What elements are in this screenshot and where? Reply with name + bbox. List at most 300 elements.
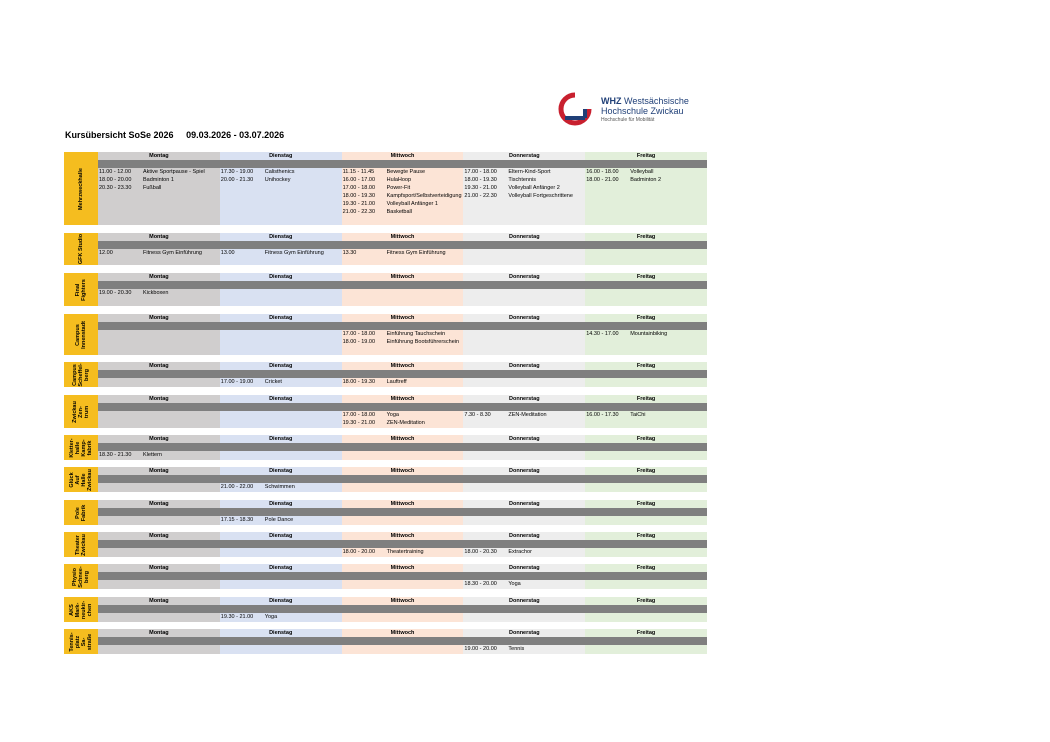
venue-label bbox=[64, 233, 98, 265]
course-name: Extrachor bbox=[508, 549, 532, 555]
day-cell bbox=[98, 548, 220, 557]
day-cell bbox=[220, 378, 342, 387]
course-entry bbox=[220, 613, 342, 621]
day-cell bbox=[463, 580, 585, 589]
day-cell bbox=[98, 411, 220, 428]
venue-block bbox=[64, 467, 707, 492]
day-header: Montag bbox=[98, 597, 220, 605]
venue-block bbox=[64, 597, 707, 622]
day-cell bbox=[463, 548, 585, 557]
day-cell bbox=[342, 580, 464, 589]
day-cell bbox=[585, 168, 707, 225]
divider-bar bbox=[342, 370, 464, 378]
day-column bbox=[220, 314, 342, 355]
venue-label bbox=[64, 362, 98, 387]
course-time: 16.00 - 17.30 bbox=[586, 412, 619, 418]
divider-bar bbox=[585, 508, 707, 516]
day-column bbox=[220, 532, 342, 557]
day-column bbox=[585, 467, 707, 492]
course-time: 16.00 - 17.00 bbox=[342, 177, 376, 183]
day-header: Mittwoch bbox=[342, 395, 464, 403]
page-title bbox=[65, 130, 284, 140]
day-cell bbox=[342, 168, 464, 225]
day-header: Dienstag bbox=[220, 597, 342, 605]
divider-bar bbox=[463, 637, 585, 645]
day-column bbox=[463, 152, 585, 225]
day-cell bbox=[585, 330, 707, 355]
day-column bbox=[585, 152, 707, 225]
divider-bar bbox=[585, 241, 707, 249]
logo-brand-line2: Hochschule Zwickau bbox=[601, 106, 684, 116]
day-cell bbox=[585, 451, 707, 460]
course-time: 18.00 - 20.00 bbox=[342, 549, 376, 555]
venue-label-text: Physio Schnee- berg bbox=[72, 565, 90, 588]
divider-bar bbox=[98, 475, 220, 483]
day-column bbox=[463, 273, 585, 306]
course-entry bbox=[342, 419, 464, 427]
day-column bbox=[98, 532, 220, 557]
day-column bbox=[220, 564, 342, 589]
day-column bbox=[220, 362, 342, 387]
day-header: Montag bbox=[98, 435, 220, 443]
day-cell bbox=[463, 330, 585, 355]
day-cell bbox=[463, 249, 585, 265]
course-entry bbox=[342, 411, 464, 419]
course-time: 16.00 - 18.00 bbox=[586, 169, 619, 175]
course-time: 11.15 - 11.45 bbox=[342, 169, 375, 175]
course-time: 7.30 - 8.30 bbox=[464, 412, 491, 418]
day-header: Mittwoch bbox=[342, 362, 464, 370]
day-cell bbox=[220, 548, 342, 557]
day-cell bbox=[98, 483, 220, 492]
venue-block bbox=[64, 314, 707, 355]
day-cell bbox=[220, 483, 342, 492]
day-cell bbox=[463, 483, 585, 492]
day-header: Dienstag bbox=[220, 629, 342, 637]
course-time: 18.00 - 19.00 bbox=[342, 339, 376, 345]
day-column bbox=[220, 467, 342, 492]
course-time: 19.30 - 21.00 bbox=[342, 420, 376, 426]
course-name: Unihockey bbox=[264, 177, 291, 183]
course-time: 13.00 bbox=[220, 250, 235, 256]
day-column bbox=[98, 362, 220, 387]
course-entry bbox=[585, 176, 707, 184]
day-cell bbox=[585, 516, 707, 525]
venue-block bbox=[64, 500, 707, 525]
divider-bar bbox=[585, 370, 707, 378]
course-entry bbox=[463, 184, 585, 192]
divider-bar bbox=[342, 443, 464, 451]
day-header: Freitag bbox=[585, 467, 707, 475]
divider-bar bbox=[98, 322, 220, 330]
day-cell bbox=[463, 168, 585, 225]
course-entry bbox=[342, 192, 464, 200]
venue-block bbox=[64, 273, 707, 306]
day-cell bbox=[342, 249, 464, 265]
course-entry bbox=[342, 338, 464, 346]
divider-bar bbox=[342, 605, 464, 613]
day-header: Dienstag bbox=[220, 273, 342, 281]
course-name: Einführung Bootsführerschein bbox=[386, 339, 460, 345]
day-column bbox=[585, 532, 707, 557]
course-name: ZEN-Meditation bbox=[386, 420, 425, 426]
logo-brand-bold: WHZ bbox=[601, 96, 622, 106]
day-header: Donnerstag bbox=[463, 152, 585, 160]
course-time: 21.00 - 22.30 bbox=[464, 193, 497, 199]
day-column bbox=[585, 273, 707, 306]
day-column bbox=[585, 362, 707, 387]
venue-block bbox=[64, 152, 707, 225]
course-name: Lauftreff bbox=[386, 379, 407, 385]
day-cell bbox=[220, 613, 342, 622]
course-name: Kampfsport/Selbstverteidigung bbox=[386, 193, 462, 199]
divider-bar bbox=[220, 508, 342, 516]
divider-bar bbox=[342, 637, 464, 645]
day-header: Freitag bbox=[585, 435, 707, 443]
venue-label-text: Final Fighters bbox=[75, 278, 87, 301]
course-name: Power-Fit bbox=[386, 185, 411, 191]
venue-label-text: Zwickau Zen- trum bbox=[72, 400, 90, 423]
course-entry bbox=[342, 548, 464, 556]
course-time: 20.30 - 23.30 bbox=[99, 185, 132, 191]
day-column bbox=[98, 314, 220, 355]
divider-bar bbox=[220, 475, 342, 483]
course-time: 17.00 - 18.00 bbox=[342, 185, 376, 191]
divider-bar bbox=[585, 572, 707, 580]
day-column bbox=[98, 629, 220, 654]
day-cell bbox=[463, 378, 585, 387]
venue-block bbox=[64, 395, 707, 428]
course-time: 17.30 - 19.00 bbox=[220, 169, 254, 175]
day-column bbox=[220, 597, 342, 622]
course-entry bbox=[220, 516, 342, 524]
divider-bar bbox=[220, 403, 342, 411]
divider-bar bbox=[220, 241, 342, 249]
venue-label bbox=[64, 273, 98, 306]
course-entry bbox=[342, 208, 464, 216]
divider-bar bbox=[463, 370, 585, 378]
day-cell bbox=[98, 378, 220, 387]
venue-label bbox=[64, 564, 98, 589]
venue-label bbox=[64, 152, 98, 225]
venue-label-text: Pole Fabrik bbox=[75, 504, 87, 521]
day-column bbox=[98, 597, 220, 622]
day-cell bbox=[463, 645, 585, 654]
divider-bar bbox=[463, 605, 585, 613]
venue-label-text: Campus Innenstadt bbox=[75, 320, 87, 349]
day-header: Dienstag bbox=[220, 435, 342, 443]
day-cell bbox=[98, 580, 220, 589]
whz-logo-icon bbox=[555, 92, 595, 126]
day-header: Dienstag bbox=[220, 395, 342, 403]
divider-bar bbox=[342, 281, 464, 289]
divider-bar bbox=[220, 572, 342, 580]
course-name: Yoga bbox=[386, 412, 399, 418]
venue-label-text: AKS Mark- neukir- chen bbox=[69, 600, 93, 619]
divider-bar bbox=[463, 241, 585, 249]
day-header: Mittwoch bbox=[342, 314, 464, 322]
divider-bar bbox=[463, 160, 585, 168]
divider-bar bbox=[463, 281, 585, 289]
logo-tagline: Hochschule für Mobilität bbox=[601, 117, 655, 123]
course-time: 18.00 - 19.30 bbox=[342, 379, 376, 385]
day-header: Montag bbox=[98, 395, 220, 403]
course-name: Cricket bbox=[264, 379, 282, 385]
divider-bar bbox=[342, 403, 464, 411]
course-entry bbox=[585, 330, 707, 338]
day-column bbox=[463, 467, 585, 492]
day-header: Dienstag bbox=[220, 152, 342, 160]
day-cell bbox=[463, 289, 585, 306]
day-cell bbox=[342, 548, 464, 557]
divider-bar bbox=[585, 160, 707, 168]
course-name: ZEN-Meditation bbox=[508, 412, 547, 418]
day-header: Donnerstag bbox=[463, 233, 585, 241]
day-column bbox=[463, 564, 585, 589]
course-entry bbox=[342, 168, 464, 176]
divider-bar bbox=[463, 443, 585, 451]
day-column bbox=[342, 467, 464, 492]
day-column bbox=[98, 395, 220, 428]
day-cell bbox=[463, 411, 585, 428]
venue-label bbox=[64, 629, 98, 654]
course-entry bbox=[98, 451, 220, 459]
course-entry bbox=[463, 176, 585, 184]
course-entry bbox=[220, 249, 342, 257]
day-cell bbox=[585, 580, 707, 589]
day-cell bbox=[463, 451, 585, 460]
day-cell bbox=[585, 289, 707, 306]
course-time: 17.00 - 19.00 bbox=[220, 379, 254, 385]
day-column bbox=[342, 532, 464, 557]
day-column bbox=[220, 233, 342, 265]
divider-bar bbox=[98, 540, 220, 548]
course-name: Klettern bbox=[143, 452, 162, 458]
day-cell bbox=[342, 411, 464, 428]
venue-label-text: Tennis- platz Sa- straße bbox=[69, 631, 93, 652]
day-column bbox=[585, 629, 707, 654]
venue-label bbox=[64, 597, 98, 622]
course-entry bbox=[98, 184, 220, 192]
divider-bar bbox=[342, 475, 464, 483]
day-header: Mittwoch bbox=[342, 152, 464, 160]
day-column bbox=[585, 564, 707, 589]
day-cell bbox=[98, 330, 220, 355]
day-cell bbox=[342, 483, 464, 492]
day-header: Donnerstag bbox=[463, 532, 585, 540]
divider-bar bbox=[342, 540, 464, 548]
day-header: Dienstag bbox=[220, 362, 342, 370]
course-entry bbox=[585, 168, 707, 176]
course-entry bbox=[585, 411, 707, 419]
course-time: 17.00 - 18.00 bbox=[342, 331, 376, 337]
day-column bbox=[463, 314, 585, 355]
day-cell bbox=[98, 451, 220, 460]
venue-label-text: GFK Studio bbox=[78, 233, 84, 265]
day-cell bbox=[342, 289, 464, 306]
divider-bar bbox=[98, 281, 220, 289]
day-header: Mittwoch bbox=[342, 564, 464, 572]
course-time: 14.30 - 17.00 bbox=[586, 331, 619, 337]
divider-bar bbox=[342, 322, 464, 330]
day-cell bbox=[220, 580, 342, 589]
day-cell bbox=[98, 168, 220, 225]
day-header: Donnerstag bbox=[463, 564, 585, 572]
day-column bbox=[98, 435, 220, 460]
divider-bar bbox=[98, 637, 220, 645]
day-column bbox=[220, 435, 342, 460]
divider-bar bbox=[98, 160, 220, 168]
day-header: Montag bbox=[98, 532, 220, 540]
divider-bar bbox=[585, 322, 707, 330]
course-name: Mountainbiking bbox=[630, 331, 668, 337]
day-header: Mittwoch bbox=[342, 597, 464, 605]
venue-label bbox=[64, 532, 98, 557]
day-column bbox=[98, 273, 220, 306]
day-header: Montag bbox=[98, 564, 220, 572]
divider-bar bbox=[463, 572, 585, 580]
day-header: Donnerstag bbox=[463, 467, 585, 475]
day-header: Donnerstag bbox=[463, 435, 585, 443]
divider-bar bbox=[220, 281, 342, 289]
day-column bbox=[342, 233, 464, 265]
day-column bbox=[342, 152, 464, 225]
day-header: Donnerstag bbox=[463, 314, 585, 322]
day-header: Freitag bbox=[585, 314, 707, 322]
divider-bar bbox=[220, 637, 342, 645]
day-header: Donnerstag bbox=[463, 362, 585, 370]
day-cell bbox=[585, 378, 707, 387]
course-name: Schwimmen bbox=[264, 484, 295, 490]
divider-bar bbox=[342, 572, 464, 580]
divider-bar bbox=[585, 605, 707, 613]
course-entry bbox=[463, 168, 585, 176]
day-header: Dienstag bbox=[220, 532, 342, 540]
course-entry bbox=[220, 176, 342, 184]
day-header: Montag bbox=[98, 152, 220, 160]
day-header: Freitag bbox=[585, 273, 707, 281]
day-cell bbox=[585, 548, 707, 557]
day-header: Freitag bbox=[585, 500, 707, 508]
day-cell bbox=[98, 613, 220, 622]
day-cell bbox=[220, 411, 342, 428]
course-entry bbox=[220, 483, 342, 491]
venue-block bbox=[64, 362, 707, 387]
day-column bbox=[342, 395, 464, 428]
divider-bar bbox=[98, 403, 220, 411]
day-header: Freitag bbox=[585, 597, 707, 605]
course-time: 17.00 - 18.00 bbox=[342, 412, 376, 418]
course-name: Kickboxen bbox=[143, 290, 169, 296]
day-cell bbox=[220, 451, 342, 460]
course-time: 18.00 - 19.30 bbox=[342, 193, 376, 199]
course-name: Pole Dance bbox=[264, 517, 294, 523]
day-column bbox=[585, 435, 707, 460]
day-cell bbox=[220, 168, 342, 225]
course-entry bbox=[98, 289, 220, 297]
course-time: 13.30 bbox=[342, 250, 357, 256]
divider-bar bbox=[585, 403, 707, 411]
course-time: 21.00 - 22.30 bbox=[342, 209, 376, 215]
divider-bar bbox=[98, 572, 220, 580]
day-column bbox=[463, 362, 585, 387]
venue-label-text: Campus Scheffel- berg bbox=[72, 362, 90, 387]
divider-bar bbox=[98, 443, 220, 451]
day-cell bbox=[585, 411, 707, 428]
divider-bar bbox=[585, 281, 707, 289]
divider-bar bbox=[98, 370, 220, 378]
day-header: Dienstag bbox=[220, 233, 342, 241]
venue-label bbox=[64, 395, 98, 428]
day-cell bbox=[98, 289, 220, 306]
course-time: 18.30 - 21.30 bbox=[99, 452, 132, 458]
day-column bbox=[585, 597, 707, 622]
venue-label-text: Glück Auf Halle Zwickau bbox=[69, 468, 93, 491]
divider-bar bbox=[98, 508, 220, 516]
day-column bbox=[585, 314, 707, 355]
course-entry bbox=[463, 411, 585, 419]
day-column bbox=[98, 500, 220, 525]
divider-bar bbox=[585, 475, 707, 483]
course-time: 19.30 - 21.00 bbox=[220, 614, 254, 620]
day-cell bbox=[342, 645, 464, 654]
day-header: Donnerstag bbox=[463, 597, 585, 605]
course-name: Aktive Sportpause - Spiel bbox=[143, 169, 205, 175]
course-name: Theatertraining bbox=[386, 549, 424, 555]
day-header: Freitag bbox=[585, 362, 707, 370]
day-header: Montag bbox=[98, 233, 220, 241]
venue-label-text: Mehrzweckhalle bbox=[78, 167, 84, 210]
day-cell bbox=[585, 249, 707, 265]
course-name: Basketball bbox=[386, 209, 412, 215]
day-header: Freitag bbox=[585, 532, 707, 540]
day-header: Montag bbox=[98, 500, 220, 508]
divider-bar bbox=[585, 637, 707, 645]
day-cell bbox=[98, 249, 220, 265]
day-cell bbox=[342, 613, 464, 622]
course-entry bbox=[342, 378, 464, 386]
day-header: Donnerstag bbox=[463, 629, 585, 637]
logo-brand-line1: Westsächsische bbox=[624, 96, 689, 106]
day-cell bbox=[220, 330, 342, 355]
day-column bbox=[342, 273, 464, 306]
course-name: Tischtennis bbox=[508, 177, 537, 183]
course-time: 19.30 - 21.00 bbox=[464, 185, 497, 191]
divider-bar bbox=[98, 605, 220, 613]
venue-label-text: Theater Zwickau bbox=[75, 533, 87, 556]
course-name: Fitness Gym Einführung bbox=[143, 250, 202, 256]
day-header: Dienstag bbox=[220, 564, 342, 572]
course-time: 12.00 bbox=[99, 250, 113, 256]
course-name: Fitness Gym Einführung bbox=[264, 250, 324, 256]
day-header: Montag bbox=[98, 467, 220, 475]
course-name: Yoga bbox=[508, 581, 521, 587]
venue-block bbox=[64, 629, 707, 654]
day-column bbox=[98, 152, 220, 225]
course-entry bbox=[98, 168, 220, 176]
day-cell bbox=[220, 249, 342, 265]
venue-block bbox=[64, 233, 707, 265]
day-column bbox=[220, 395, 342, 428]
course-entry bbox=[342, 200, 464, 208]
course-name: Einführung Tauchschein bbox=[386, 331, 446, 337]
day-header: Donnerstag bbox=[463, 273, 585, 281]
day-header: Montag bbox=[98, 362, 220, 370]
course-time: 17.15 - 18.30 bbox=[220, 517, 254, 523]
course-entry bbox=[463, 645, 585, 653]
day-cell bbox=[220, 645, 342, 654]
day-header: Mittwoch bbox=[342, 435, 464, 443]
